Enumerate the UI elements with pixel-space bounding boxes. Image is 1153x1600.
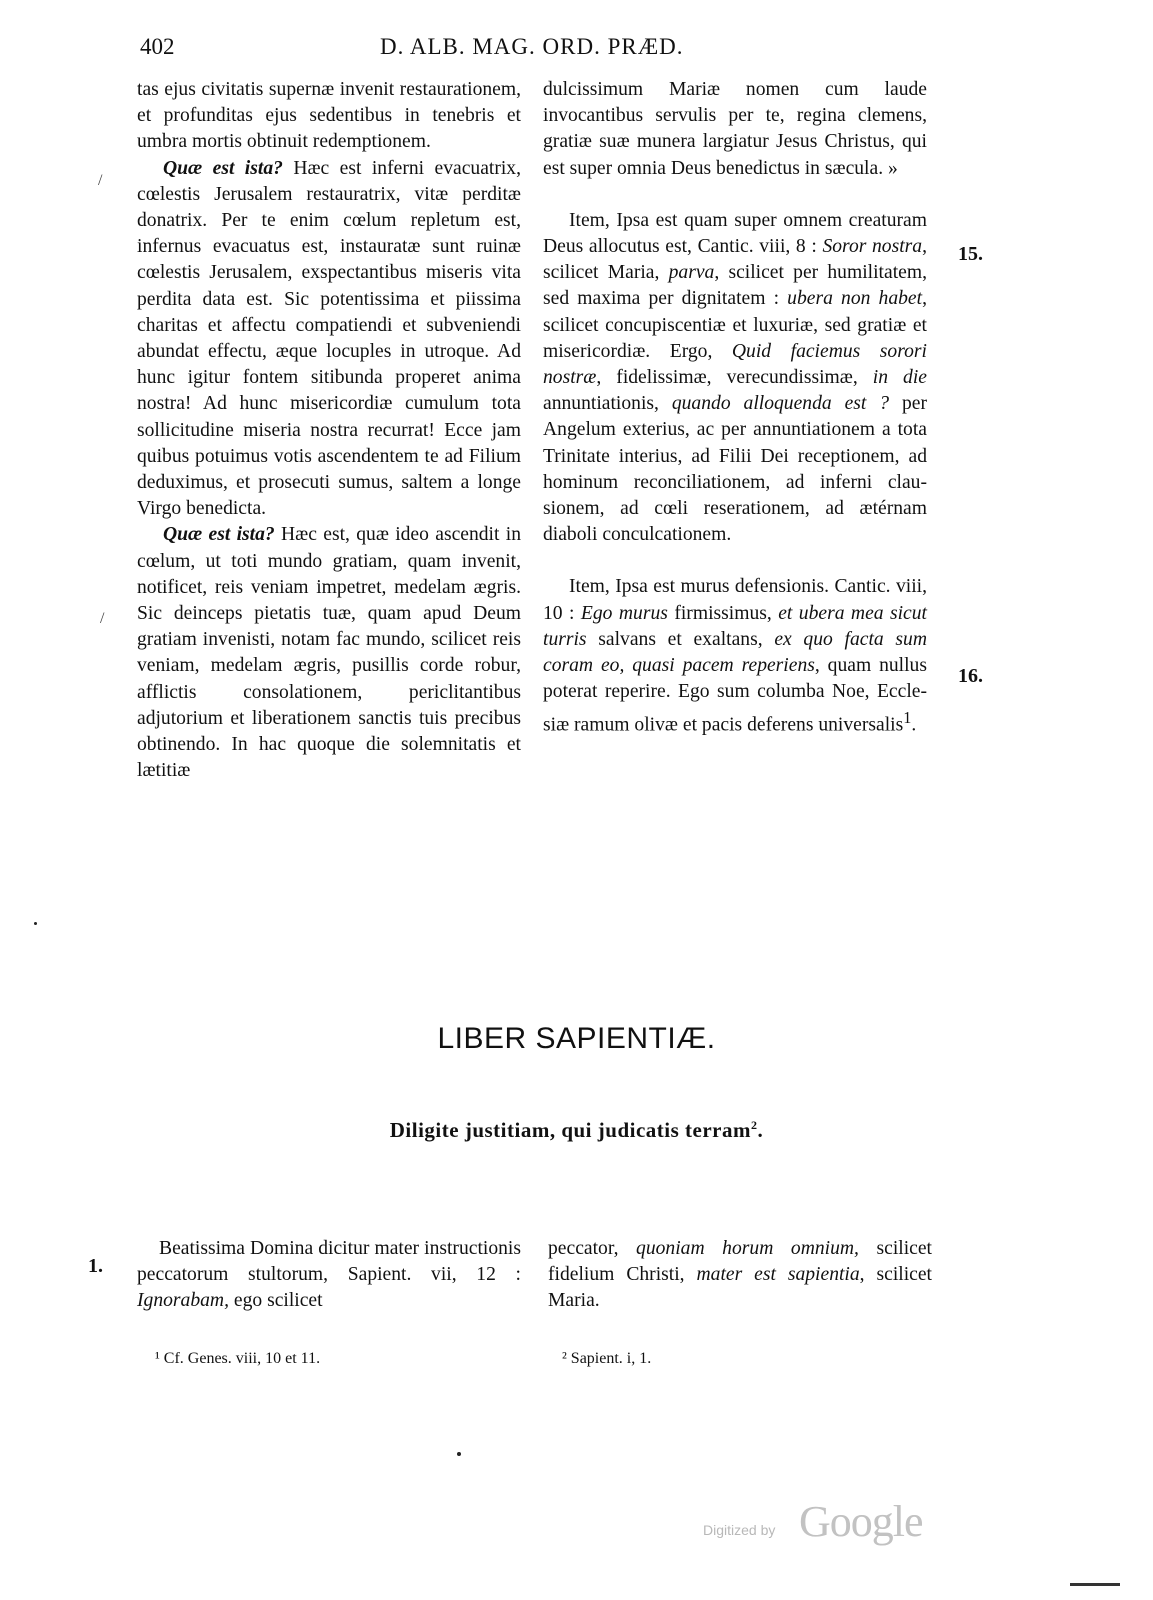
italic-span: Ignorabam, (137, 1290, 229, 1311)
italic-span: mater est sapientia (696, 1264, 860, 1285)
italic-span: ex quo facta sum coram eo, quasi pacem reperiens (543, 628, 927, 677)
motto (0, 1118, 1153, 1143)
text-span: , scilicet Maria. (548, 1264, 932, 1311)
bottom-left-paragraph (137, 1236, 521, 1314)
text-span: , scilicet concupiscentiæ et luxuriæ, sed gratiæ et misericordiæ. Ergo, (543, 288, 927, 362)
left-paragraph-2-text: Hæc est inferni evacuatrix, cœlestis Jerusalem restauratrix, vitæ perditæ donatrix. Per te enim cœlum repletum est, infernus evacuatus est, instauratæ sunt ruinæ cœlestis Jerusalem, exspectantibus miseris vita perdita data est. Sic potentissima et piissima charitas et affectu compatiendi et subveniendi abundat effectu, æque locuples in utroque. Ad hunc igitur fontem sitibunda properet anima nostra! Ad hunc misericordiæ cumulum tota sollicitudine miseria nostra recurrat! Ecce jam quibus potuimus votis ascendentem te ad Filium deduximus, et prosecuti sumus, saltem a longe Virgo benedicta. (137, 157, 521, 520)
text-span: , fidelissimæ, verecundissimæ, (596, 367, 873, 389)
margin-number-1: 1. (88, 1255, 103, 1277)
motto-footnote-ref: 2 (750, 1118, 758, 1132)
right-column (543, 77, 927, 739)
margin-number-16: 16. (958, 665, 983, 687)
text-span: annuntiationis, (543, 393, 672, 415)
left-paragraph-2-lead: Quæ est ista? (163, 157, 283, 179)
right-paragraph-2 (543, 208, 927, 549)
italic-span: Soror nostra (822, 236, 923, 258)
left-paragraph-3 (137, 522, 521, 784)
motto-text: Diligite justitiam, qui judicatis terram (389, 1118, 751, 1142)
text-span: per Angelum exterius, ac per annuntiationem a tota Trinitate interius, ad Filii Dei receptionem, ad hominum reconciliationem, ad inferni clausionem, ad cœli reserationem, ad ætérnam diaboli conculcationem. (543, 393, 927, 546)
text-span: peccator, (548, 1238, 637, 1259)
page-header (0, 34, 1153, 64)
text-span: . (911, 715, 917, 736)
text-span: ego scilicet (228, 1290, 323, 1311)
left-column (137, 77, 521, 784)
bottom-left-column (137, 1236, 521, 1314)
italic-span: et ubera mea sicut turris (543, 602, 927, 650)
right-paragraph-1: dulcissimum Mariæ nomen cum laude invocantibus servulis per te, regina clemens, gratiæ suæ munera largiatur Jesus Christus, qui est super omnia Deus benedictus in sæcula. » (543, 79, 927, 179)
bottom-right-column (548, 1236, 932, 1314)
text-span: scilicet fidelium Christi, (548, 1238, 932, 1285)
margin-tick-mark: / (100, 610, 105, 627)
text-span: salvans et exaltans, (586, 628, 775, 650)
left-paragraph-3-text: Hæc est, quæ ideo ascendit in cœlum, ut toti mundo gratiam, quam invenit, notificet, reis veniam impetret, medelam ægris. Sic deinceps pietatis tuæ, quam apud Deum gratiam invenisti, notam fac mundo, scilicet reis veniam, medelam ægris, pusillis corde robur, afflictis consolationem, periclitantibus adjutorium et liberationem sanctis tuis precibus obtinendo. In hac quoque die solemnitatis et lætitiæ (137, 524, 521, 782)
left-paragraph-2 (137, 156, 521, 523)
footnote-left: ¹ Cf. Genes. viii, 10 et 11. (155, 1350, 321, 1367)
italic-span: in die (872, 367, 927, 389)
italic-span: ubera non habet (787, 288, 923, 310)
italic-span: quando alloquenda est ? (671, 393, 890, 415)
text-span: , scilicet Maria, (543, 236, 927, 284)
google-logo: Google (799, 1497, 923, 1546)
left-paragraph-3-lead: Quæ est ista? (163, 524, 275, 546)
bottom-right-paragraph (548, 1236, 932, 1314)
digitized-label: Digitized by (703, 1522, 776, 1538)
text-span: , quam nullus poterat reperire. Ego sum columba Noe, Ecclesiæ ramum olivæ et pacis deferens universalis (543, 655, 927, 736)
left-paragraph-1: tas ejus civitatis supernæ invenit restaurationem, et profunditas ejus sedentibus in tenebris et umbra mortis obtinuit redemptionem. (137, 79, 521, 153)
page-number: 402 (140, 34, 175, 59)
italic-span: Ego murus (580, 602, 668, 624)
text-span: Item, Ipsa est quam super omnem creaturam Deus allocutus est, Cantic. viii, 8 : (543, 209, 927, 258)
text-span: Beatissima Domina dicitur mater instructionis peccatorum stultorum, Sapient. vii, 12 : (137, 1238, 521, 1285)
right-paragraph-3 (543, 574, 927, 739)
margin-tick-mark: / (98, 172, 103, 189)
italic-span: parva (668, 262, 715, 284)
google-watermark (703, 1496, 943, 1556)
book-title: LIBER SAPIENTIÆ. (437, 1022, 716, 1055)
text-span: , scilicet per humilitatem, sed maxima per dignitatem : (543, 262, 927, 310)
italic-span: Quid faciemus sorori nostræ (543, 340, 927, 389)
motto-end: . (757, 1118, 764, 1142)
text-span: firmissimus, (667, 602, 779, 624)
margin-number-15: 15. (958, 243, 983, 265)
scan-speck (34, 922, 37, 925)
running-title: D. ALB. MAG. ORD. PRÆD. (380, 34, 684, 59)
italic-span: quoniam horum omnium, (636, 1238, 859, 1259)
footnote-ref: 1 (903, 708, 912, 728)
text-span: Item, Ipsa est murus defensionis. Cantic. viii, 10 : (543, 576, 927, 624)
scan-edge-line (1070, 1583, 1120, 1586)
scan-speck (457, 1452, 461, 1456)
footnote-right: ² Sapient. i, 1. (562, 1350, 652, 1367)
